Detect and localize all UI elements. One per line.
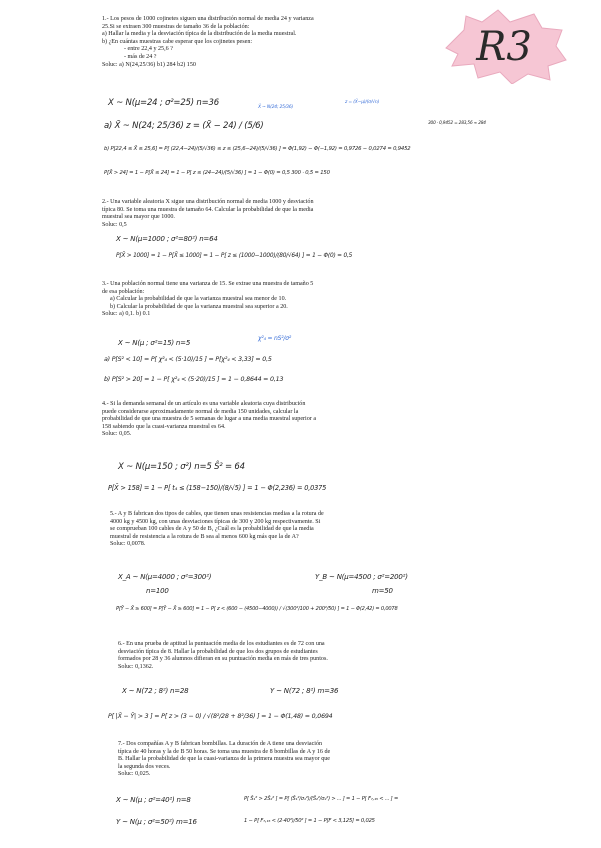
hw-p3-blue-note: χ²₄ = nS²/σ² [258, 335, 292, 342]
problem-2-line: muestral sea mayor que 1000. [102, 214, 175, 221]
problem-3 [102, 281, 487, 319]
problem-1-item: a) Hallar la media y la desviación típica de la distribución de la media muestral. [102, 31, 297, 38]
hw-p1-line3: b) P[22,4 ≤ X̄ ≤ 25,6] = P[ (22,4−24)/(5/√36) ≤ z ≤ (25,6−24)/(5/√36) ] = Φ(1,92) − Φ(−1,92) = 0,9726 − 0,0274 = 0,9452 [104, 146, 411, 152]
hw-p7-line2-a: Y ~ N(μ ; σ²=50²) m=16 [116, 818, 197, 826]
problem-7-line: 7.- Dos compañías A y B fabrican bombillas. La duración de A tiene una desviación [118, 741, 323, 747]
problem-1-subitem: - más de 24 ? [124, 53, 157, 60]
hw-p1-side-note: 300 · 0,9452 = 283,56 ≈ 284 [428, 121, 486, 126]
problem-5-line: 4000 kg y 4500 kg, con unas desviaciones típicas de 300 y 200 kg respectivamente. Si [110, 518, 321, 525]
problem-3-item: b) Calcular la probabilidad de que la varianza muestral sea superior a 20. [110, 303, 288, 310]
problem-2-solution: Soluc: 0,5 [102, 221, 127, 228]
hw-p2-line1: X ~ N(μ=1000 ; σ²=80²) n=64 [116, 235, 218, 243]
problem-6-line: desviación típica de 8. Hallar la probabilidad de que los dos grupos de estudiantes [118, 648, 318, 655]
hw-p5-line2: P[Ȳ − X̄ ≥ 600] = P[Ȳ − X̄ ≥ 600] = 1 − P[ z < (600 − (4500−4000)) / √(300²/100 + 200²/50) ] = 1 − Φ(2,42) = 0,0078 [116, 606, 398, 612]
problem-1 [102, 16, 487, 69]
problem-1-line: 1.- Los pesos de 1000 cojinetes siguen una distribución normal de media 24 y varianza [102, 16, 314, 22]
problem-4-line: 4.- Si la demanda semanal de un artículo es una variable aleatoria cuya distribución [102, 401, 306, 407]
problem-2 [102, 199, 487, 229]
problem-7-line: B. Hallar la probabilidad de que la cuasi-varianza de la primera muestra sea mayor que [118, 756, 331, 763]
problem-3-line: 3.- Una población normal tiene una varianza de 15. Se extrae una muestra de tamaño 5 [102, 281, 314, 287]
problem-4-line: puede considerarse aproximadamente normal de media 150 unidades, calcular la [102, 408, 299, 415]
problem-6 [118, 641, 487, 671]
problem-4 [102, 401, 487, 439]
problem-4-line: probabilidad de que una muestra de 5 semanas de lugar a una media muestral superior a [102, 416, 317, 423]
problem-6-line: 6.- En una prueba de aptitud la puntuación media de los estudiantes es de 72 con una [118, 641, 325, 647]
hw-p4-line1: X ~ N(μ=150 ; σ²) n=5 Ŝ² = 64 [118, 462, 245, 472]
problem-1-subitem: - entre 22,4 y 25,6 ? [124, 46, 173, 53]
problem-3-line: de esa población: [102, 288, 145, 295]
hw-p3-line1: X ~ N(μ ; σ²=15) n=5 [118, 339, 191, 347]
hw-p1-line2: a) X̄ ~ N(24; 25/36) z = (X̄ − 24) / (5/6) [104, 121, 264, 131]
hw-p5-nb: m=50 [372, 587, 393, 595]
problem-4-line: 158 sabiendo que la cuasi-varianza muestral es 64. [102, 423, 226, 430]
problem-5-line: se comprueban 100 cables de A y 50 de B, ¿Cuál es la probabilidad de que la media [110, 526, 314, 533]
hw-p1-line1: X ~ N(μ=24 ; σ²=25) n=36 [108, 98, 219, 108]
problem-3-solution: Soluc: a) 0,1. b) 0.1 [102, 311, 151, 318]
hw-p6-line2: P[ |X̄ − Ȳ| > 3 ] = P[ z > (3 − 0) / √(8²/28 + 8²/36) ] = 1 − Φ(1,48) = 0,0694 [108, 713, 333, 720]
r3-corner-text: R3 [476, 24, 532, 70]
hw-p7-line2-b: 1 − P[ F₇,₁₅ < (2·40²)/50² ] = 1 − P[F < 3,125] = 0,025 [244, 818, 375, 824]
problem-2-line: 2.- Una variable aleatoria X sigue una distribución normal de media 1000 y desviación [102, 199, 314, 205]
hw-p5-line1-a: X_A ~ N(μ=4000 ; σ²=300²) [118, 573, 212, 581]
problem-4-solution: Soluc: 0,05. [102, 431, 132, 438]
problem-1-solution: Soluc: a) N(24,25/36) b1) 284 b2) 150 [102, 61, 196, 68]
hw-p2-line2: P[X̄ > 1000] = 1 − P[X̄ ≤ 1000] = 1 − P[ z ≤ (1000−1000)/(80/√64) ] = 1 − Φ(0) = 0,5 [116, 253, 353, 259]
hw-p7-line1-b: P[ Ŝ₁² > 2Ŝ₂² ] = P[ (Ŝ₁²/σ₁²)/(Ŝ₂²/σ₂²) > ... ] = 1 − P[ F₇,₁₅ < ... ] = [244, 796, 399, 802]
hw-p5-na: n=100 [146, 587, 169, 595]
hw-p1-blue-note: X̄ ~ N(24; 25/36) [258, 105, 294, 110]
hw-p6-line1-b: Y ~ N(72 ; 8²) m=36 [270, 687, 339, 695]
problem-5-line: 5.- A y B fabrican dos tipos de cables, que tienen unas resistencias medias a la rotura de [110, 511, 324, 517]
problem-5-line: muestral de resistencia a la rotura de B sea al menos 600 kg más que la de A? [110, 533, 299, 540]
problem-7-solution: Soluc: 0,025. [118, 771, 151, 778]
problem-5-solution: Soluc: 0,0078. [110, 541, 146, 548]
hw-p5-line1-b: Y_B ~ N(μ=4500 ; σ²=200²) [315, 573, 408, 581]
hw-p7-line1-a: X ~ N(μ ; σ²=40²) n=8 [116, 796, 191, 804]
problem-7 [118, 741, 487, 779]
hw-p4-line2: P[X̄ > 158] = 1 − P[ t₄ ≤ (158−150)/(8/√5) ] = 1 − Φ(2,236) = 0,0375 [108, 484, 327, 492]
problem-3-item: a) Calcular la probabilidad de que la varianza muestral sea menor de 10. [110, 296, 287, 303]
problem-1-line: 25.Si se extraen 300 muestras de tamaño 36 de la población: [102, 23, 250, 30]
problem-6-solution: Soluc: 0,1362. [118, 663, 154, 670]
hw-p1-blue-note: z = (X̄−μ)/(σ/√n) [345, 100, 380, 105]
problem-1-item: b) ¿En cuántas muestras cabe esperar que los cojinetes pesen: [102, 38, 253, 45]
hw-p1-line4: P[X̄ > 24] = 1 − P[X̄ ≤ 24] = 1 − P[ z ≤ (24−24)/(5/√36) ] = 1 − Φ(0) = 0,5 300 · 0,5 = 150 [104, 170, 330, 176]
problem-7-line: típica de 40 horas y la de B 50 horas. Se toma una muestra de 8 bombillas de A y 16 de [118, 748, 331, 755]
problem-2-line: típica 80. Se toma una muestra de tamaño 64. Calcular la probabilidad de que la media [102, 206, 314, 213]
problem-5 [110, 511, 487, 549]
problem-7-line: la segunda dos veces. [118, 763, 171, 770]
problem-6-line: formados por 28 y 36 alumnos difieran en su puntuación media en más de tres puntos. [118, 656, 328, 663]
hw-p6-line1-a: X ~ N(72 ; 8²) n=28 [122, 687, 189, 695]
hw-p3-line2: a) P[S² < 10] = P[ χ²₄ < (5·10)/15 ] = P[χ²₄ < 3,33] = 0,5 [104, 356, 272, 363]
hw-p3-line3: b) P[S² > 20] = 1 − P[ χ²₄ < (5·20)/15 ] = 1 − 0,8644 = 0,13 [104, 376, 284, 383]
